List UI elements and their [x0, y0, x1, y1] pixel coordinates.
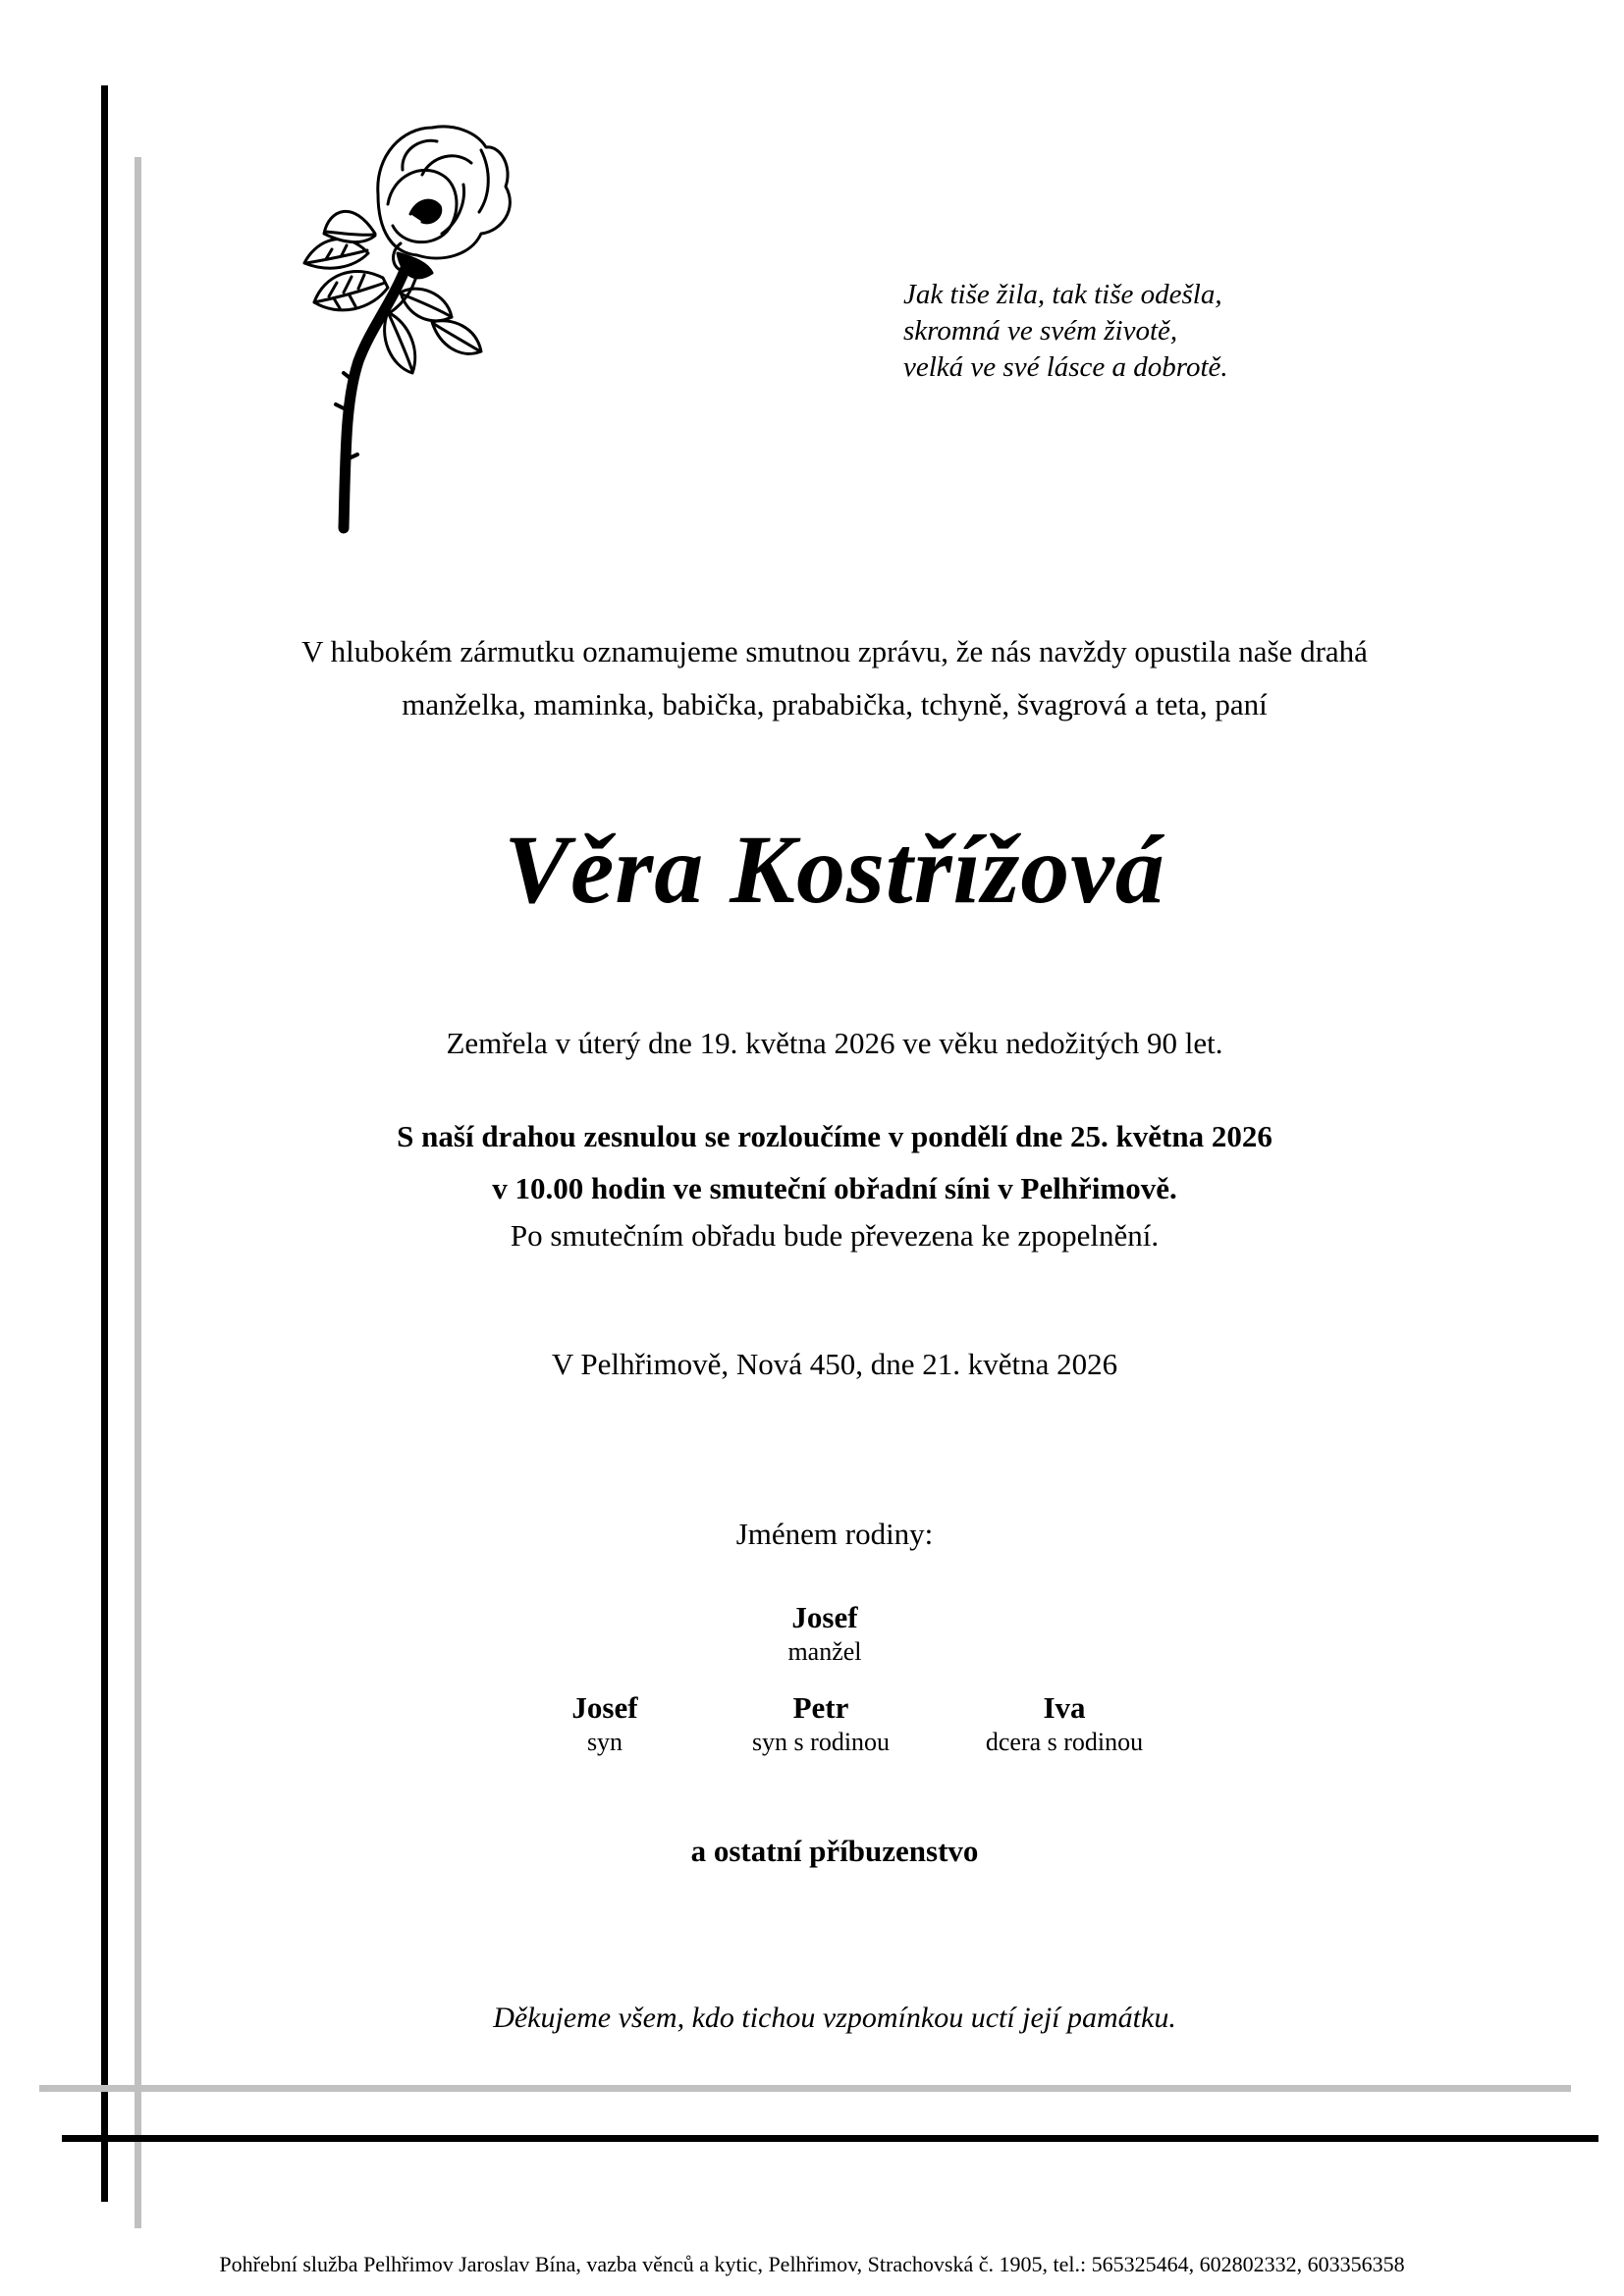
member-relation: syn s rodinou [751, 1728, 891, 1756]
member-name: Josef [791, 1600, 858, 1634]
frame-vertical-gray [135, 157, 141, 2228]
place-date: V Pelhřimově, Nová 450, dne 21. května 2026 [551, 1347, 1118, 1381]
member-name: Iva [1043, 1690, 1086, 1725]
deceased-name: Věra Kostřížová [504, 815, 1165, 924]
family-member-child [917, 1690, 1212, 1757]
death-info: Zemřela v úterý dne 19. května 2026 ve věku nedožitých 90 let. [446, 1026, 1223, 1060]
member-name: Petr [792, 1690, 849, 1725]
thanks: Děkujeme všem, kdo tichou vzpomínkou uctí její památku. [493, 2002, 1176, 2034]
relatives: a ostatní příbuzenstvo [690, 1834, 979, 1868]
announcement-line-2: manželka, maminka, babička, prababička, tchyně, švagrová a teta, paní [402, 687, 1268, 721]
poem-line: velká ve své lásce a dobrotě. [903, 351, 1228, 383]
member-relation: dcera s rodinou [985, 1728, 1144, 1756]
farewell-line-1: S naší drahou zesnulou se rozloučíme v pondělí dne 25. května 2026 [397, 1119, 1272, 1153]
frame-horizontal-gray [39, 2085, 1571, 2092]
announcement-line-1: V hlubokém zármutku oznamujeme smutnou zprávu, že nás navždy opustila naše drahá [301, 634, 1368, 668]
farewell-line-3: Po smutečním obřadu bude převezena ke zpopelnění. [510, 1218, 1160, 1253]
family-member-spouse [677, 1600, 972, 1667]
poem-line: skromná ve svém životě, [903, 315, 1178, 347]
poem [903, 277, 1355, 386]
footer: Pohřební služba Pelhřimov Jaroslav Bína, vazba věnců a kytic, Pelhřimov, Strachovská č. 1905, tel.: 565325464, 602802332, 603356358 [219, 2252, 1405, 2276]
frame-horizontal-black [62, 2135, 1598, 2142]
frame-vertical-black [101, 85, 108, 2202]
member-name: Josef [571, 1690, 638, 1725]
rose-icon [285, 116, 540, 548]
member-relation: manžel [787, 1637, 862, 1666]
poem-line: Jak tiše žila, tak tiše odešla, [903, 279, 1222, 310]
member-relation: syn [586, 1728, 623, 1756]
family-heading: Jménem rodiny: [735, 1517, 934, 1551]
farewell-line-2: v 10.00 hodin ve smuteční obřadní síni v Pelhřimově. [492, 1171, 1177, 1205]
